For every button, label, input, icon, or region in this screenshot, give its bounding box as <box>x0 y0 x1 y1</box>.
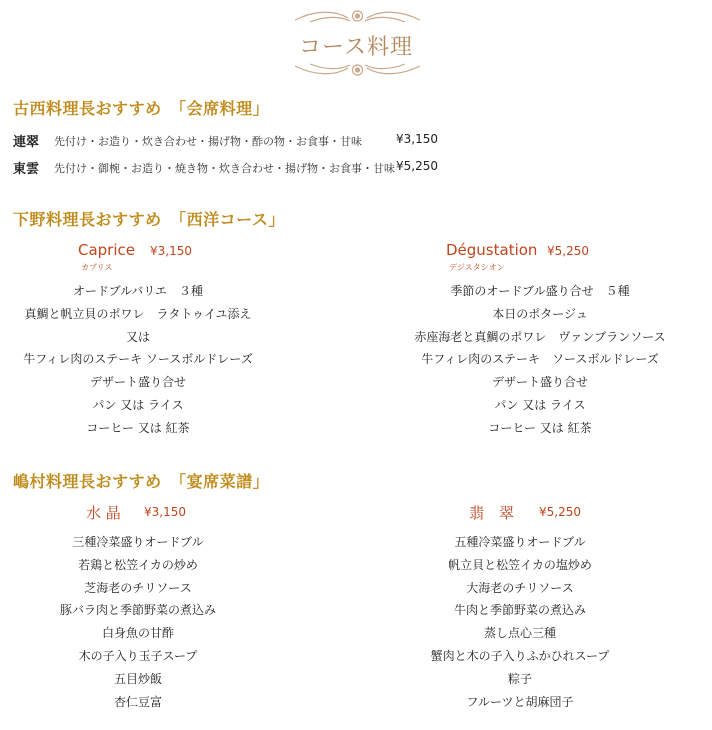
chinese-heading: 嶋村料理長おすすめ 「宴席菜譜」 <box>13 472 270 491</box>
menu-item: 木の子入り玉子スープ <box>78 648 198 663</box>
kaiseki-course-desc: 先付け・お造り・炊き合わせ・揚げ物・酢の物・お食事・甘味 <box>54 135 362 148</box>
menu-item: 赤座海老と真鯛のポワレ ヴァンブランソース <box>414 329 666 344</box>
menu-item: 季節のオードブル盛り合せ ５種 <box>450 284 630 298</box>
menu-item: 牛肉と季節野菜の煮込み <box>453 603 586 618</box>
menu-item: パン 又は ライス <box>92 397 184 412</box>
chinese-course-menu <box>382 531 658 713</box>
chinese-course-price: ¥5,250 <box>539 505 581 519</box>
menu-item: 牛フィレ肉のステーキ ソースボルドレーズ <box>421 352 659 367</box>
western-course-name: Dégustation <box>446 241 538 259</box>
menu-item: 蒸し点心三種 <box>483 626 556 641</box>
menu-item: 牛フィレ肉のステーキ ソースボルドレーズ <box>23 352 253 367</box>
menu-item: 真鯛と帆立貝のポワレ ラタトゥイユ添え <box>24 306 252 321</box>
menu-item: 三種冷菜盛りオードブル <box>72 535 204 549</box>
western-course-name: Caprice <box>78 241 135 259</box>
menu-item: 帆立貝と松笠イカの塩炒め <box>448 557 592 572</box>
menu-item: 五目炒飯 <box>113 671 162 686</box>
kaiseki-heading: 古西料理長おすすめ 「会席料理」 <box>13 99 270 118</box>
western-course-price: ¥3,150 <box>150 244 192 258</box>
kaiseki-course-name: 連翠 <box>13 135 40 150</box>
menu-item: 又は <box>125 329 150 344</box>
western-course-reading: デジスタシオン <box>449 263 505 272</box>
menu-item: フルーツと胡麻団子 <box>466 694 574 709</box>
kaiseki-course-desc: 先付け・御椀・お造り・焼き物・炊き合わせ・揚げ物・お食事・甘味 <box>54 162 395 175</box>
menu-item: デザート盛り合せ <box>89 375 186 390</box>
chinese-course-name: 翡 翠 <box>469 504 515 522</box>
menu-item: 豚バラ肉と季節野菜の煮込み <box>59 603 216 618</box>
menu-item: コーヒー 又は 紅茶 <box>488 420 592 435</box>
menu-item: オードブルバリエ ３種 <box>72 284 204 298</box>
page-title: コース料理 <box>299 35 413 60</box>
kaiseki-course-price: ¥3,150 <box>396 132 438 146</box>
menu-item: 粽子 <box>507 671 532 686</box>
kaiseki-course-price: ¥5,250 <box>396 159 438 173</box>
chinese-course-name: 水 晶 <box>86 504 121 522</box>
chinese-course-menu <box>0 531 276 713</box>
menu-item: 杏仁豆富 <box>113 694 162 709</box>
bottom-ornament <box>290 60 425 80</box>
menu-item: パン 又は ライス <box>494 397 586 412</box>
menu-item: 白身魚の甘酢 <box>101 626 174 641</box>
western-course-price: ¥5,250 <box>547 244 589 258</box>
western-course-reading: カプリス <box>81 263 113 272</box>
kaiseki-course-name: 東雲 <box>13 162 40 177</box>
western-heading: 下野料理長おすすめ 「西洋コース」 <box>13 210 285 229</box>
menu-item: 本日のポタージュ <box>492 306 588 321</box>
western-course-menu <box>362 280 712 440</box>
menu-item: 五種冷菜盛りオードブル <box>454 535 586 549</box>
top-ornament <box>290 6 425 26</box>
western-course-menu <box>0 280 276 440</box>
menu-item: 若鶏と松笠イカの炒め <box>78 557 198 572</box>
chinese-course-price: ¥3,150 <box>144 505 186 519</box>
menu-item: コーヒー 又は 紅茶 <box>86 420 190 435</box>
menu-item: 大海老のチリソース <box>466 580 574 595</box>
menu-item: 蟹肉と木の子入りふかひれスープ <box>430 648 610 663</box>
menu-item: 芝海老のチリソース <box>84 580 192 595</box>
menu-item: デザート盛り合せ <box>491 375 588 390</box>
